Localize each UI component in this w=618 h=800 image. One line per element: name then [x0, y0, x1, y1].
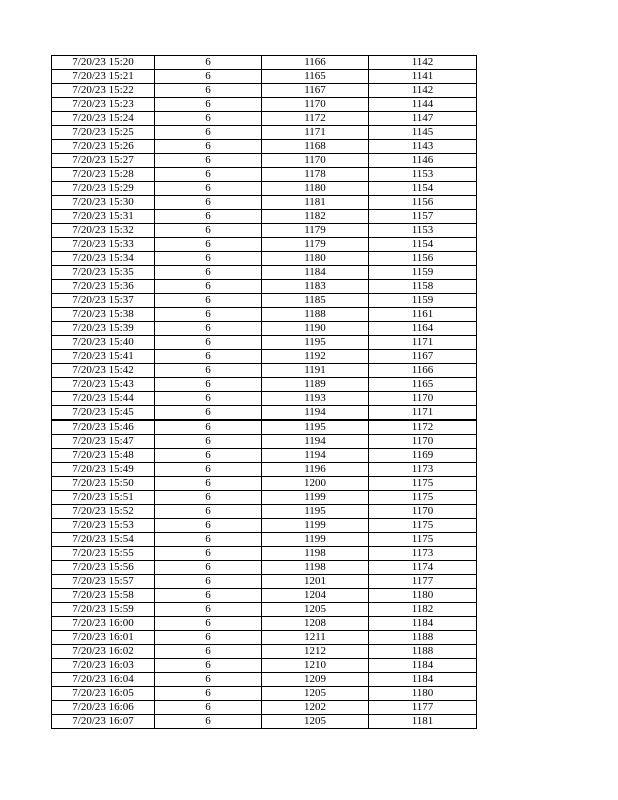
value-b-cell: 1180	[369, 687, 477, 701]
value-a-cell: 1178	[262, 168, 369, 182]
table-row	[52, 420, 477, 435]
table-row	[52, 547, 477, 561]
value-a-cell: 1202	[262, 701, 369, 715]
count-cell: 6	[155, 336, 262, 350]
value-b-cell: 1147	[369, 112, 477, 126]
value-b-cell: 1184	[369, 659, 477, 673]
table-row	[52, 266, 477, 280]
count-cell: 6	[155, 224, 262, 238]
value-a-cell: 1165	[262, 70, 369, 84]
count-cell: 6	[155, 252, 262, 266]
value-b-cell: 1180	[369, 589, 477, 603]
value-b-cell: 1188	[369, 645, 477, 659]
timestamp-cell: 7/20/23 15:52	[52, 505, 155, 519]
value-b-cell: 1184	[369, 617, 477, 631]
count-cell: 6	[155, 322, 262, 336]
table-row	[52, 631, 477, 645]
value-a-cell: 1180	[262, 252, 369, 266]
value-a-cell: 1191	[262, 364, 369, 378]
value-b-cell: 1177	[369, 701, 477, 715]
value-a-cell: 1188	[262, 308, 369, 322]
timestamp-cell: 7/20/23 15:27	[52, 154, 155, 168]
count-cell: 6	[155, 687, 262, 701]
timestamp-cell: 7/20/23 15:33	[52, 238, 155, 252]
timestamp-cell: 7/20/23 15:58	[52, 589, 155, 603]
data-table	[51, 55, 477, 729]
count-cell: 6	[155, 350, 262, 364]
count-cell: 6	[155, 505, 262, 519]
count-cell: 6	[155, 266, 262, 280]
timestamp-cell: 7/20/23 15:37	[52, 294, 155, 308]
value-a-cell: 1194	[262, 406, 369, 421]
table-row	[52, 392, 477, 406]
count-cell: 6	[155, 603, 262, 617]
value-b-cell: 1144	[369, 98, 477, 112]
table-row	[52, 477, 477, 491]
value-a-cell: 1190	[262, 322, 369, 336]
table-row	[52, 84, 477, 98]
count-cell: 6	[155, 238, 262, 252]
timestamp-cell: 7/20/23 15:55	[52, 547, 155, 561]
value-b-cell: 1171	[369, 336, 477, 350]
value-a-cell: 1189	[262, 378, 369, 392]
table-row	[52, 589, 477, 603]
table-row	[52, 463, 477, 477]
table-row	[52, 140, 477, 154]
table-row	[52, 603, 477, 617]
value-a-cell: 1211	[262, 631, 369, 645]
timestamp-cell: 7/20/23 16:00	[52, 617, 155, 631]
value-b-cell: 1188	[369, 631, 477, 645]
timestamp-cell: 7/20/23 15:25	[52, 126, 155, 140]
count-cell: 6	[155, 308, 262, 322]
count-cell: 6	[155, 70, 262, 84]
count-cell: 6	[155, 98, 262, 112]
timestamp-cell: 7/20/23 15:29	[52, 182, 155, 196]
value-a-cell: 1196	[262, 463, 369, 477]
timestamp-cell: 7/20/23 15:35	[52, 266, 155, 280]
value-a-cell: 1185	[262, 294, 369, 308]
count-cell: 6	[155, 126, 262, 140]
value-b-cell: 1156	[369, 196, 477, 210]
timestamp-cell: 7/20/23 16:03	[52, 659, 155, 673]
value-a-cell: 1209	[262, 673, 369, 687]
value-a-cell: 1172	[262, 112, 369, 126]
table-row	[52, 449, 477, 463]
timestamp-cell: 7/20/23 15:36	[52, 280, 155, 294]
timestamp-cell: 7/20/23 16:01	[52, 631, 155, 645]
timestamp-cell: 7/20/23 15:43	[52, 378, 155, 392]
count-cell: 6	[155, 715, 262, 729]
count-cell: 6	[155, 589, 262, 603]
count-cell: 6	[155, 392, 262, 406]
table-row	[52, 701, 477, 715]
value-b-cell: 1181	[369, 715, 477, 729]
timestamp-cell: 7/20/23 15:31	[52, 210, 155, 224]
value-b-cell: 1165	[369, 378, 477, 392]
count-cell: 6	[155, 449, 262, 463]
timestamp-cell: 7/20/23 15:21	[52, 70, 155, 84]
value-a-cell: 1201	[262, 575, 369, 589]
count-cell: 6	[155, 154, 262, 168]
value-b-cell: 1145	[369, 126, 477, 140]
timestamp-cell: 7/20/23 15:53	[52, 519, 155, 533]
table-row	[52, 364, 477, 378]
count-cell: 6	[155, 196, 262, 210]
count-cell: 6	[155, 56, 262, 70]
table-row	[52, 575, 477, 589]
value-b-cell: 1175	[369, 477, 477, 491]
count-cell: 6	[155, 168, 262, 182]
value-a-cell: 1210	[262, 659, 369, 673]
count-cell: 6	[155, 84, 262, 98]
timestamp-cell: 7/20/23 15:54	[52, 533, 155, 547]
value-a-cell: 1205	[262, 687, 369, 701]
value-a-cell: 1208	[262, 617, 369, 631]
count-cell: 6	[155, 364, 262, 378]
value-b-cell: 1173	[369, 463, 477, 477]
count-cell: 6	[155, 477, 262, 491]
value-b-cell: 1159	[369, 294, 477, 308]
timestamp-cell: 7/20/23 15:46	[52, 420, 155, 435]
count-cell: 6	[155, 140, 262, 154]
value-a-cell: 1194	[262, 435, 369, 449]
value-a-cell: 1170	[262, 154, 369, 168]
timestamp-cell: 7/20/23 15:57	[52, 575, 155, 589]
table-row	[52, 715, 477, 729]
value-a-cell: 1180	[262, 182, 369, 196]
value-b-cell: 1167	[369, 350, 477, 364]
timestamp-cell: 7/20/23 15:28	[52, 168, 155, 182]
timestamp-cell: 7/20/23 15:20	[52, 56, 155, 70]
timestamp-cell: 7/20/23 16:02	[52, 645, 155, 659]
value-b-cell: 1182	[369, 603, 477, 617]
count-cell: 6	[155, 210, 262, 224]
value-a-cell: 1193	[262, 392, 369, 406]
value-a-cell: 1181	[262, 196, 369, 210]
timestamp-cell: 7/20/23 15:38	[52, 308, 155, 322]
timestamp-cell: 7/20/23 15:42	[52, 364, 155, 378]
value-b-cell: 1156	[369, 252, 477, 266]
table-row	[52, 196, 477, 210]
table-row	[52, 238, 477, 252]
value-a-cell: 1167	[262, 84, 369, 98]
value-b-cell: 1146	[369, 154, 477, 168]
value-b-cell: 1141	[369, 70, 477, 84]
count-cell: 6	[155, 673, 262, 687]
count-cell: 6	[155, 575, 262, 589]
count-cell: 6	[155, 435, 262, 449]
value-b-cell: 1173	[369, 547, 477, 561]
value-a-cell: 1198	[262, 561, 369, 575]
count-cell: 6	[155, 182, 262, 196]
table-body	[52, 56, 477, 729]
table-row	[52, 645, 477, 659]
timestamp-cell: 7/20/23 16:04	[52, 673, 155, 687]
table-row	[52, 182, 477, 196]
table-row	[52, 210, 477, 224]
value-b-cell: 1184	[369, 673, 477, 687]
table-row	[52, 505, 477, 519]
value-b-cell: 1142	[369, 56, 477, 70]
value-a-cell: 1195	[262, 336, 369, 350]
count-cell: 6	[155, 645, 262, 659]
table-row	[52, 491, 477, 505]
table-row	[52, 112, 477, 126]
value-b-cell: 1175	[369, 533, 477, 547]
table-row	[52, 280, 477, 294]
count-cell: 6	[155, 561, 262, 575]
table-row	[52, 294, 477, 308]
timestamp-cell: 7/20/23 15:59	[52, 603, 155, 617]
count-cell: 6	[155, 533, 262, 547]
value-b-cell: 1170	[369, 392, 477, 406]
timestamp-cell: 7/20/23 15:51	[52, 491, 155, 505]
value-b-cell: 1154	[369, 182, 477, 196]
timestamp-cell: 7/20/23 15:49	[52, 463, 155, 477]
value-b-cell: 1158	[369, 280, 477, 294]
count-cell: 6	[155, 378, 262, 392]
table-row	[52, 224, 477, 238]
value-a-cell: 1212	[262, 645, 369, 659]
table-row	[52, 308, 477, 322]
timestamp-cell: 7/20/23 16:05	[52, 687, 155, 701]
count-cell: 6	[155, 547, 262, 561]
timestamp-cell: 7/20/23 15:24	[52, 112, 155, 126]
value-a-cell: 1199	[262, 533, 369, 547]
count-cell: 6	[155, 659, 262, 673]
table-row	[52, 519, 477, 533]
table-row	[52, 435, 477, 449]
value-b-cell: 1171	[369, 406, 477, 421]
value-b-cell: 1175	[369, 491, 477, 505]
value-a-cell: 1192	[262, 350, 369, 364]
table-row	[52, 378, 477, 392]
table-row	[52, 252, 477, 266]
value-a-cell: 1183	[262, 280, 369, 294]
timestamp-cell: 7/20/23 15:56	[52, 561, 155, 575]
timestamp-cell: 7/20/23 16:06	[52, 701, 155, 715]
table-row	[52, 673, 477, 687]
value-a-cell: 1195	[262, 505, 369, 519]
count-cell: 6	[155, 701, 262, 715]
value-b-cell: 1159	[369, 266, 477, 280]
value-a-cell: 1184	[262, 266, 369, 280]
table-row	[52, 322, 477, 336]
value-b-cell: 1169	[369, 449, 477, 463]
value-a-cell: 1199	[262, 519, 369, 533]
timestamp-cell: 7/20/23 15:50	[52, 477, 155, 491]
count-cell: 6	[155, 617, 262, 631]
value-a-cell: 1168	[262, 140, 369, 154]
timestamp-cell: 7/20/23 15:47	[52, 435, 155, 449]
count-cell: 6	[155, 112, 262, 126]
value-a-cell: 1204	[262, 589, 369, 603]
count-cell: 6	[155, 406, 262, 421]
value-b-cell: 1164	[369, 322, 477, 336]
value-a-cell: 1171	[262, 126, 369, 140]
value-a-cell: 1200	[262, 477, 369, 491]
table-row	[52, 350, 477, 364]
timestamp-cell: 7/20/23 15:22	[52, 84, 155, 98]
timestamp-cell: 7/20/23 15:30	[52, 196, 155, 210]
count-cell: 6	[155, 519, 262, 533]
table-row	[52, 659, 477, 673]
value-b-cell: 1161	[369, 308, 477, 322]
value-b-cell: 1154	[369, 238, 477, 252]
table-row	[52, 561, 477, 575]
table-row	[52, 154, 477, 168]
value-b-cell: 1170	[369, 505, 477, 519]
table-row	[52, 617, 477, 631]
table-row	[52, 533, 477, 547]
timestamp-cell: 7/20/23 15:45	[52, 406, 155, 421]
count-cell: 6	[155, 294, 262, 308]
table-row	[52, 336, 477, 350]
value-a-cell: 1170	[262, 98, 369, 112]
count-cell: 6	[155, 463, 262, 477]
timestamp-cell: 7/20/23 15:41	[52, 350, 155, 364]
value-b-cell: 1153	[369, 168, 477, 182]
timestamp-cell: 7/20/23 15:40	[52, 336, 155, 350]
value-b-cell: 1172	[369, 420, 477, 435]
value-a-cell: 1166	[262, 56, 369, 70]
table-row	[52, 168, 477, 182]
value-b-cell: 1175	[369, 519, 477, 533]
timestamp-cell: 7/20/23 15:26	[52, 140, 155, 154]
value-a-cell: 1194	[262, 449, 369, 463]
value-b-cell: 1174	[369, 561, 477, 575]
value-b-cell: 1177	[369, 575, 477, 589]
value-a-cell: 1182	[262, 210, 369, 224]
value-b-cell: 1170	[369, 435, 477, 449]
timestamp-cell: 7/20/23 15:39	[52, 322, 155, 336]
timestamp-cell: 7/20/23 15:34	[52, 252, 155, 266]
table-row	[52, 687, 477, 701]
value-b-cell: 1157	[369, 210, 477, 224]
timestamp-cell: 7/20/23 16:07	[52, 715, 155, 729]
value-a-cell: 1179	[262, 224, 369, 238]
value-b-cell: 1166	[369, 364, 477, 378]
value-b-cell: 1143	[369, 140, 477, 154]
value-a-cell: 1198	[262, 547, 369, 561]
value-a-cell: 1205	[262, 715, 369, 729]
timestamp-cell: 7/20/23 15:23	[52, 98, 155, 112]
value-b-cell: 1142	[369, 84, 477, 98]
value-a-cell: 1179	[262, 238, 369, 252]
timestamp-cell: 7/20/23 15:44	[52, 392, 155, 406]
table-row	[52, 70, 477, 84]
table-row	[52, 56, 477, 70]
value-b-cell: 1153	[369, 224, 477, 238]
count-cell: 6	[155, 631, 262, 645]
value-a-cell: 1205	[262, 603, 369, 617]
timestamp-cell: 7/20/23 15:48	[52, 449, 155, 463]
table-row	[52, 406, 477, 421]
table-row	[52, 126, 477, 140]
table-row	[52, 98, 477, 112]
count-cell: 6	[155, 280, 262, 294]
value-a-cell: 1195	[262, 420, 369, 435]
value-a-cell: 1199	[262, 491, 369, 505]
timestamp-cell: 7/20/23 15:32	[52, 224, 155, 238]
count-cell: 6	[155, 491, 262, 505]
count-cell: 6	[155, 420, 262, 435]
